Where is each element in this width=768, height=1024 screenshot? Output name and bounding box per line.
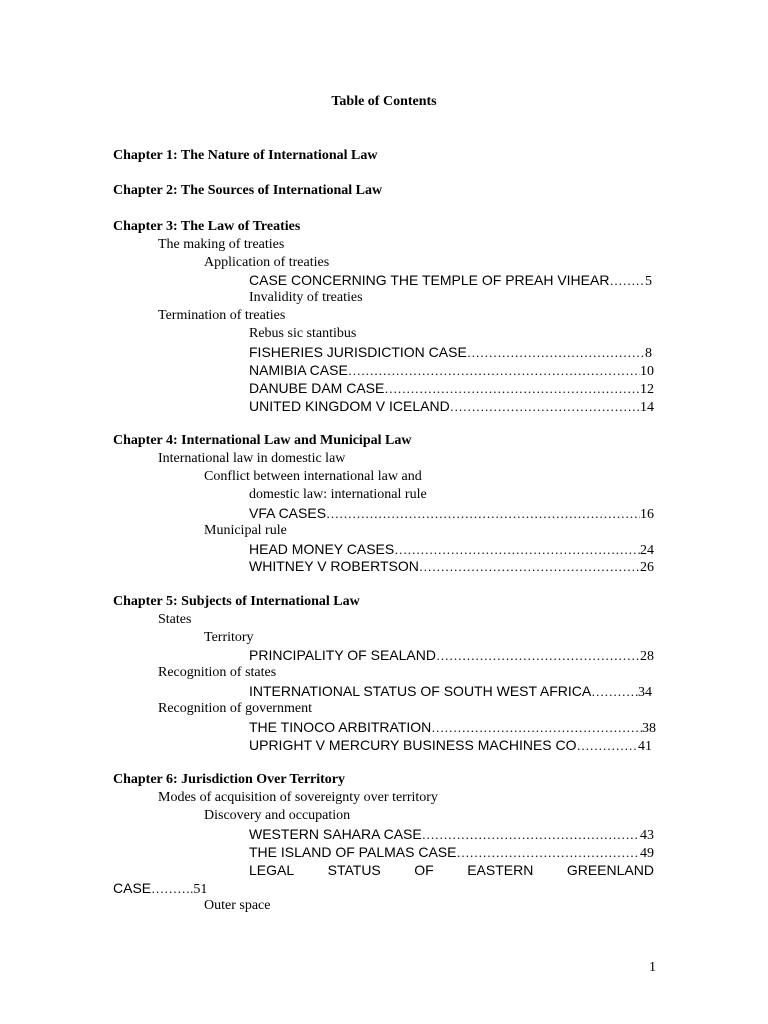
toc-entry-label: HEAD MONEY CASES [249, 541, 395, 557]
leader-dots [436, 647, 640, 665]
word: GREENLAND [566, 862, 654, 878]
leader-dots [431, 719, 642, 737]
leader-dots [577, 737, 638, 755]
toc-entry-page: 38 [642, 721, 656, 736]
section-heading: International law in domestic law [158, 451, 346, 466]
section-heading: States [158, 612, 192, 627]
toc-entry-page: 49 [640, 846, 654, 861]
toc-entry [249, 271, 652, 291]
toc-entry-page: 28 [640, 649, 654, 664]
toc-entry-label: DANUBE DAM CASE [249, 380, 385, 396]
subsection-heading: Rebus sic stantibus [249, 326, 357, 341]
toc-entry-label: UNITED KINGDOM V ICELAND [249, 398, 450, 414]
subsection-heading: Territory [204, 630, 254, 645]
leader-dots [609, 272, 645, 290]
toc-entry [249, 343, 652, 363]
toc-entry-label: UPRIGHT V MERCURY BUSINESS MACHINES CO [249, 737, 577, 753]
toc-entry-page: 26 [640, 560, 654, 575]
toc-entry-label: INTERNATIONAL STATUS OF SOUTH WEST AFRICA [249, 683, 592, 699]
toc-entry [249, 682, 652, 702]
section-heading: Modes of acquisition of sovereignty over territory [158, 790, 438, 805]
toc-entry-page: 5 [645, 274, 652, 289]
chapter-5-heading: Chapter 5: Subjects of International Law [113, 594, 360, 609]
leader-dots: ………. [151, 881, 194, 896]
toc-entry-page: 12 [640, 382, 654, 397]
section-heading: The making of treaties [158, 237, 285, 252]
subsection-heading: Application of treaties [204, 255, 330, 270]
toc-entry-page: 16 [640, 507, 654, 522]
toc-entry-page: 14 [640, 400, 654, 415]
toc-entry-page: 8 [645, 346, 652, 361]
word: OF [414, 862, 434, 878]
toc-entry-label: WESTERN SAHARA CASE [249, 826, 422, 842]
section-heading: Recognition of government [158, 701, 312, 716]
toc-entry-label: WHITNEY V ROBERTSON [249, 558, 419, 574]
toc-entry [249, 397, 654, 417]
leader-dots [450, 398, 640, 416]
word: STATUS [327, 862, 381, 878]
leader-dots [384, 380, 640, 398]
subsection-heading: Conflict between international law and [204, 469, 422, 484]
toc-entry-label: NAMIBIA CASE [249, 362, 348, 378]
toc-entry-page: 24 [640, 543, 654, 558]
toc-entry [249, 825, 654, 845]
toc-entry [249, 843, 654, 863]
leader-dots [348, 362, 640, 380]
subsection-heading-continued: domestic law: international rule [249, 487, 427, 502]
chapter-1-heading: Chapter 1: The Nature of International Law [113, 148, 378, 163]
word: LEGAL [249, 862, 295, 878]
toc-entry-page: 10 [640, 364, 654, 379]
page-number: 1 [649, 960, 656, 975]
toc-entry-page: 51 [193, 882, 208, 897]
toc-entry [249, 504, 654, 524]
toc-entry [249, 557, 654, 577]
toc-entry-label: CASE CONCERNING THE TEMPLE OF PREAH VIHEAR [249, 272, 610, 288]
chapter-3-heading: Chapter 3: The Law of Treaties [113, 219, 301, 234]
toc-entry [249, 646, 654, 666]
toc-entry [249, 379, 654, 399]
word: EASTERN [467, 862, 534, 878]
chapter-6-heading: Chapter 6: Jurisdiction Over Territory [113, 772, 346, 787]
toc-entry [249, 361, 654, 381]
leader-dots [591, 683, 638, 701]
leader-dots [326, 505, 640, 523]
toc-entry-label: CASE [113, 880, 152, 896]
toc-entry-label: THE ISLAND OF PALMAS CASE [249, 844, 457, 860]
subsection-heading: Discovery and occupation [204, 808, 351, 823]
subsection-heading: Outer space [204, 898, 271, 913]
chapter-2-heading: Chapter 2: The Sources of International Law [113, 183, 383, 198]
leader-dots [456, 844, 640, 862]
page-title: Table of Contents [331, 94, 437, 109]
chapter-4-heading: Chapter 4: International Law and Municipal Law [113, 433, 412, 448]
leader-dots [467, 344, 645, 362]
toc-entry-label: VFA CASES [249, 505, 327, 521]
toc-entry-label: PRINCIPALITY OF SEALAND [249, 647, 436, 663]
toc-entry-page: 43 [640, 828, 654, 843]
subsection-heading: Municipal rule [204, 523, 287, 538]
toc-entry-continuation [113, 879, 207, 899]
toc-entry-justified [249, 861, 654, 879]
leader-dots [422, 826, 640, 844]
toc-entry-label: FISHERIES JURISDICTION CASE [249, 344, 467, 360]
toc-entry-label: THE TINOCO ARBITRATION [249, 719, 432, 735]
section-heading: Termination of treaties [158, 308, 286, 323]
leader-dots [419, 558, 640, 576]
toc-entry [249, 718, 656, 738]
section-heading: Recognition of states [158, 665, 277, 680]
subsection-heading: Invalidity of treaties [249, 290, 363, 305]
toc-entry-page: 41 [638, 739, 652, 754]
toc-entry [249, 736, 652, 756]
toc-entry-page: 34 [638, 685, 652, 700]
